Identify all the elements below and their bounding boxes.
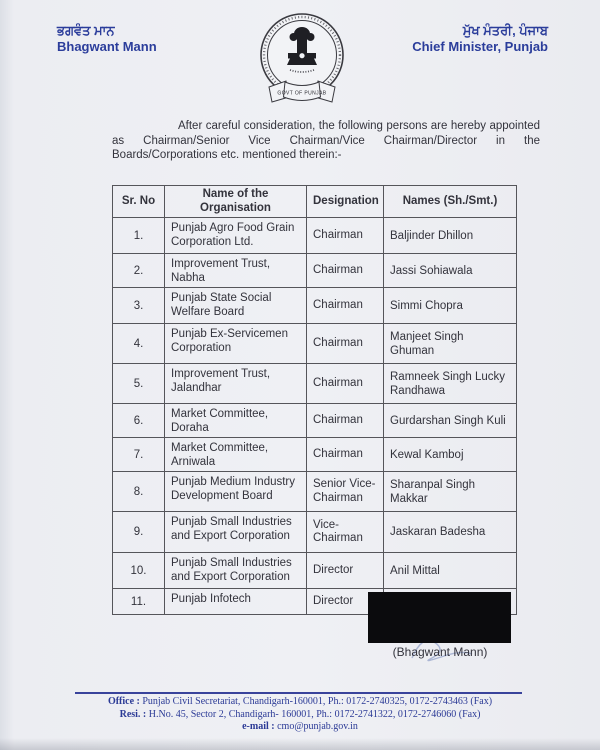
organisation-cell: Punjab Small Industries and Export Corporation [165,512,307,553]
header-organisation: Name of the Organisation [165,186,307,218]
title-english: Chief Minister, Punjab [412,39,548,54]
sr-no-cell: 1. [113,218,165,254]
sr-no-cell: 8. [113,472,165,512]
table-row [113,324,517,364]
sender-name-english: Bhagwant Mann [57,39,157,54]
organisation-cell: Market Committee, Doraha [165,404,307,438]
appointee-cell: Jaskaran Badesha [384,512,517,553]
designation-cell: Senior Vice-Chairman [307,472,384,512]
designation-cell: Chairman [307,254,384,288]
designation-cell: Director [307,589,384,615]
recipient-title-block [412,23,548,55]
signatory-name: (Bhagwant Mann) [392,645,488,659]
designation-cell: Director [307,553,384,589]
designation-cell: Chairman [307,288,384,324]
designation-cell: Chairman [307,324,384,364]
appointee-cell: Gurdarshan Singh Kuli [384,404,517,438]
table-row [113,254,517,288]
appointee-cell: Ramneek Singh Lucky Randhawa [384,364,517,404]
table-row [113,364,517,404]
appointee-cell: Baljinder Dhillon [384,218,517,254]
footer-office-text: Punjab Civil Secretariat, Chandigarh-160001, Ph.: 0172-2740325, 0172-2743463 (Fax) [139,696,493,707]
table-row [113,438,517,472]
sr-no-cell: 3. [113,288,165,324]
table-header-row [113,186,517,218]
emblem-banner-text: GOVT OF PUNJAB [277,90,327,97]
organisation-cell: Improvement Trust, Nabha [165,254,307,288]
organisation-cell: Punjab Agro Food Grain Corporation Ltd. [165,218,307,254]
organisation-cell: Punjab Small Industries and Export Corporation [165,553,307,589]
appointee-cell: Manjeet Singh Ghuman [384,324,517,364]
footer-divider [75,692,522,694]
header-sr-no: Sr. No [113,186,165,218]
footer-residence-text: H.No. 45, Sector 2, Chandigarh- 160001, Ph.: 0172-2741322, 0172-2746060 (Fax) [146,708,481,720]
footer-residence-label: Resi. : [119,708,147,720]
designation-cell: Chairman [307,438,384,472]
footer-residence-line [0,709,600,722]
title-punjabi: ਮੁੱਖ ਮੰਤਰੀ, ਪੰਜਾਬ [462,23,548,38]
organisation-cell: Punjab Ex-Servicemen Corporation [165,324,307,364]
organisation-cell: Market Committee, Arniwala [165,438,307,472]
appointee-cell: Simmi Chopra [384,288,517,324]
sr-no-cell: 10. [113,553,165,589]
designation-cell: Chairman [307,218,384,254]
designation-cell: Vice-Chairman [307,512,384,553]
appointee-cell: Sharanpal Singh Makkar [384,472,517,512]
sr-no-cell: 5. [113,364,165,404]
appointments-table [112,185,517,615]
sr-no-cell: 6. [113,404,165,438]
organisation-cell: Punjab Medium Industry Development Board [165,472,307,512]
table-row [113,288,517,324]
footer-email-label: e-mail : [242,721,275,732]
sender-name-block [57,23,157,55]
punjab-government-emblem-icon [256,10,348,114]
header-designation: Designation [307,186,384,218]
table-row [113,404,517,438]
sr-no-cell: 11. [113,589,165,615]
appointment-paragraph: After careful consideration, the following persons are hereby appointed as Chairman/Senior Vice Chairman/Vice Chairman/Director in the Boards/Corporations etc. mentioned therein:- [112,120,540,162]
appointee-cell: Kewal Kamboj [384,438,517,472]
sender-name-punjabi: ਭਗਵੰਤ ਮਾਨ [57,23,115,38]
footer-email-text: cmo@punjab.gov.in [274,721,358,732]
organisation-cell: Punjab Infotech [165,589,307,615]
sr-no-cell: 7. [113,438,165,472]
table-row [113,218,517,254]
organisation-cell: Improvement Trust, Jalandhar [165,364,307,404]
appointee-cell: Anil Mittal [384,553,517,589]
footer-contact-block [0,696,600,734]
table-row [113,512,517,553]
footer-office-label: Office : [107,696,140,707]
footer-email-line [0,721,600,734]
designation-cell: Chairman [307,364,384,404]
footer-office-line [0,696,600,709]
sr-no-cell: 9. [113,512,165,553]
redacted-signature-block [368,592,511,643]
appointments-table-body [113,218,517,615]
organisation-cell: Punjab State Social Welfare Board [165,288,307,324]
sr-no-cell: 4. [113,324,165,364]
designation-cell: Chairman [307,404,384,438]
appointee-cell: Jassi Sohiawala [384,254,517,288]
sr-no-cell: 2. [113,254,165,288]
table-row [113,472,517,512]
header-names: Names (Sh./Smt.) [384,186,517,218]
